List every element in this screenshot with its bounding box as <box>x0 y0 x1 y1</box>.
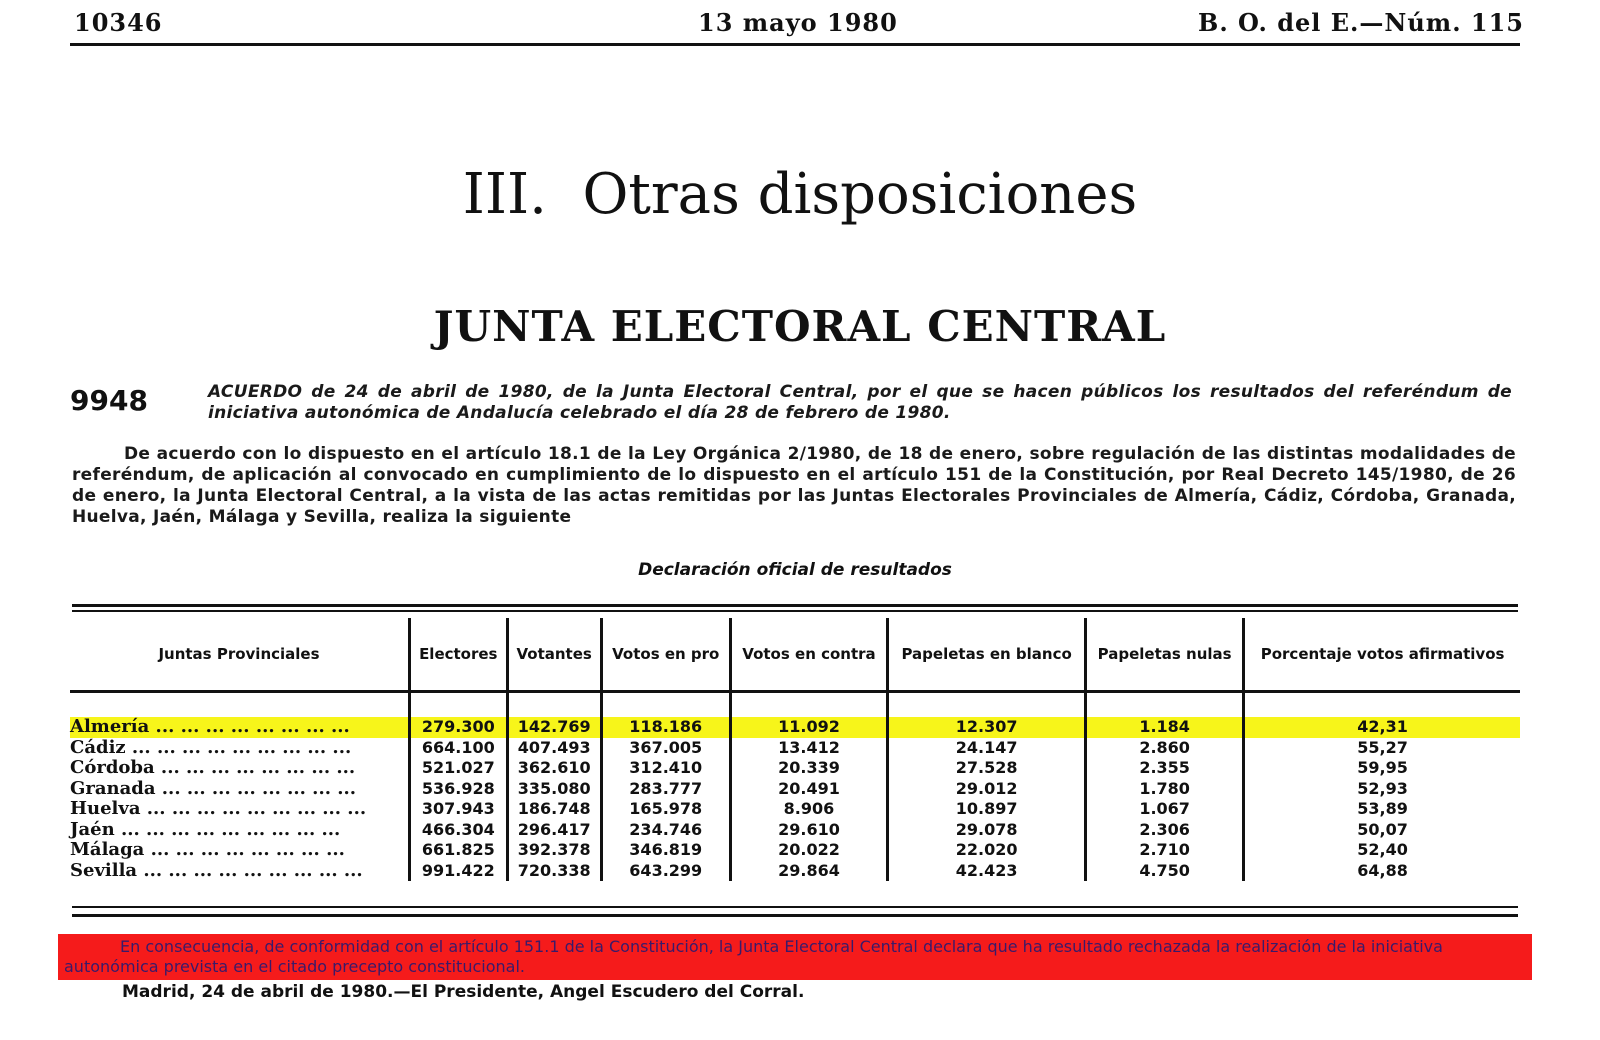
col-header-nulas: Papeletas nulas <box>1086 618 1244 692</box>
table-spacer <box>70 692 1520 718</box>
cell-value: 22.020 <box>888 840 1086 861</box>
province-name: Jaén ... ... ... ... ... ... ... ... ... <box>70 818 341 840</box>
table-row <box>70 738 1520 759</box>
cell-value: 42,31 <box>1244 717 1520 738</box>
cell-value: 55,27 <box>1244 738 1520 759</box>
cell-value: 521.027 <box>410 758 508 779</box>
cell-value: 1.780 <box>1086 779 1244 800</box>
cell-value: 307.943 <box>410 799 508 820</box>
cell-value: 4.750 <box>1086 861 1244 882</box>
province-name: Almería ... ... ... ... ... ... ... ... <box>70 717 410 738</box>
cell-value: 2.355 <box>1086 758 1244 779</box>
table-row <box>70 840 1520 861</box>
entry-number: 9948 <box>70 384 148 417</box>
cell-value: 29.610 <box>730 820 887 841</box>
cell-value: 1.184 <box>1086 717 1244 738</box>
cell-value: 991.422 <box>410 861 508 882</box>
cell-value: 367.005 <box>601 738 730 759</box>
cell-value: 186.748 <box>507 799 601 820</box>
cell-value: 2.860 <box>1086 738 1244 759</box>
province-name: Granada ... ... ... ... ... ... ... ... <box>70 777 357 799</box>
cell-value: 24.147 <box>888 738 1086 759</box>
cell-value: 142.769 <box>507 717 601 738</box>
province-name: Huelva ... ... ... ... ... ... ... ... ... <box>70 798 367 820</box>
province-name: Córdoba ... ... ... ... ... ... ... ... <box>70 757 356 779</box>
col-header-porcentaje: Porcentaje votos afirmativos <box>1244 618 1520 692</box>
table-row <box>70 861 1520 882</box>
cell-value: 234.746 <box>601 820 730 841</box>
cell-value: 52,93 <box>1244 779 1520 800</box>
cell-value: 118.186 <box>601 717 730 738</box>
col-header-province: Juntas Provinciales <box>70 618 410 692</box>
table-row <box>70 717 1520 738</box>
table-row <box>70 779 1520 800</box>
issue-date: 13 mayo 1980 <box>698 8 898 37</box>
organization-heading: JUNTA ELECTORAL CENTRAL <box>433 302 1167 351</box>
table-header-row <box>70 618 1520 692</box>
cell-value: 165.978 <box>601 799 730 820</box>
entry-summary: ACUERDO de 24 de abril de 1980, de la Junta Electoral Central, por el que se hacen públicos los resultados del referéndum de iniciativa autonómica de Andalucía celebrado el día 28 de febrero de 1980. <box>208 382 1512 423</box>
cell-value: 42.423 <box>888 861 1086 882</box>
cell-value: 661.825 <box>410 840 508 861</box>
results-table <box>70 618 1520 881</box>
cell-value: 8.906 <box>730 799 887 820</box>
cell-value: 29.012 <box>888 779 1086 800</box>
province-name: Cádiz ... ... ... ... ... ... ... ... ... <box>70 736 352 758</box>
cell-value: 53,89 <box>1244 799 1520 820</box>
cell-value: 59,95 <box>1244 758 1520 779</box>
province-name: Sevilla ... ... ... ... ... ... ... ... ... <box>70 859 363 881</box>
cell-value: 643.299 <box>601 861 730 882</box>
cell-value: 346.819 <box>601 840 730 861</box>
col-header-votos-contra: Votos en contra <box>730 618 887 692</box>
signature-line: Madrid, 24 de abril de 1980.—El Presidente, Angel Escudero del Corral. <box>122 982 805 1002</box>
table-bottom-rule-2 <box>72 914 1518 917</box>
cell-value: 27.528 <box>888 758 1086 779</box>
cell-value: 312.410 <box>601 758 730 779</box>
cell-value: 13.412 <box>730 738 887 759</box>
table-bottom-rule <box>72 906 1518 908</box>
cell-value: 283.777 <box>601 779 730 800</box>
col-header-votos-pro: Votos en pro <box>601 618 730 692</box>
cell-value: 392.378 <box>507 840 601 861</box>
cell-value: 362.610 <box>507 758 601 779</box>
table-top-rule <box>72 604 1518 607</box>
cell-value: 664.100 <box>410 738 508 759</box>
col-header-votantes: Votantes <box>507 618 601 692</box>
table-top-rule-2 <box>72 610 1518 612</box>
cell-value: 1.067 <box>1086 799 1244 820</box>
col-header-blanco: Papeletas en blanco <box>888 618 1086 692</box>
cell-value: 29.864 <box>730 861 887 882</box>
col-header-electores: Electores <box>410 618 508 692</box>
cell-value: 720.338 <box>507 861 601 882</box>
cell-value: 29.078 <box>888 820 1086 841</box>
page-number: 10346 <box>74 8 163 37</box>
section-title: III. Otras disposiciones <box>462 162 1138 227</box>
cell-value: 11.092 <box>730 717 887 738</box>
cell-value: 536.928 <box>410 779 508 800</box>
cell-value: 466.304 <box>410 820 508 841</box>
header-rule <box>70 43 1520 46</box>
cell-value: 2.306 <box>1086 820 1244 841</box>
cell-value: 20.022 <box>730 840 887 861</box>
table-row <box>70 758 1520 779</box>
publication-name: B. O. del E.—Núm. 115 <box>1198 8 1524 37</box>
conclusion-highlight: En consecuencia, de conformidad con el artículo 151.1 de la Constitución, la Junta Electoral Central declara que ha resultado rechazada la realización de la iniciativa autonómica prevista en el citado precepto constitucional. <box>58 934 1532 980</box>
cell-value: 10.897 <box>888 799 1086 820</box>
table-row <box>70 799 1520 820</box>
cell-value: 50,07 <box>1244 820 1520 841</box>
cell-value: 20.339 <box>730 758 887 779</box>
table-row <box>70 820 1520 841</box>
cell-value: 279.300 <box>410 717 508 738</box>
cell-value: 2.710 <box>1086 840 1244 861</box>
intro-paragraph: De acuerdo con lo dispuesto en el artículo 18.1 de la Ley Orgánica 2/1980, de 18 de enero, sobre regulación de las distintas modalidades de referéndum, de aplicación al convocado en cumplimiento de lo dispuesto en el artículo 151 de la Constitución, por Real Decreto 145/1980, de 26 de enero, la Junta Electoral Central, a la vista de las actas remitidas por las Juntas Electorales Provinciales de Almería, Cádiz, Córdoba, Granada, Huelva, Jaén, Málaga y Sevilla, realiza la siguiente <box>72 444 1516 527</box>
cell-value: 64,88 <box>1244 861 1520 882</box>
table-caption: Declaración oficial de resultados <box>638 560 952 580</box>
cell-value: 12.307 <box>888 717 1086 738</box>
cell-value: 335.080 <box>507 779 601 800</box>
province-name: Málaga ... ... ... ... ... ... ... ... <box>70 839 345 861</box>
cell-value: 20.491 <box>730 779 887 800</box>
cell-value: 52,40 <box>1244 840 1520 861</box>
cell-value: 407.493 <box>507 738 601 759</box>
cell-value: 296.417 <box>507 820 601 841</box>
